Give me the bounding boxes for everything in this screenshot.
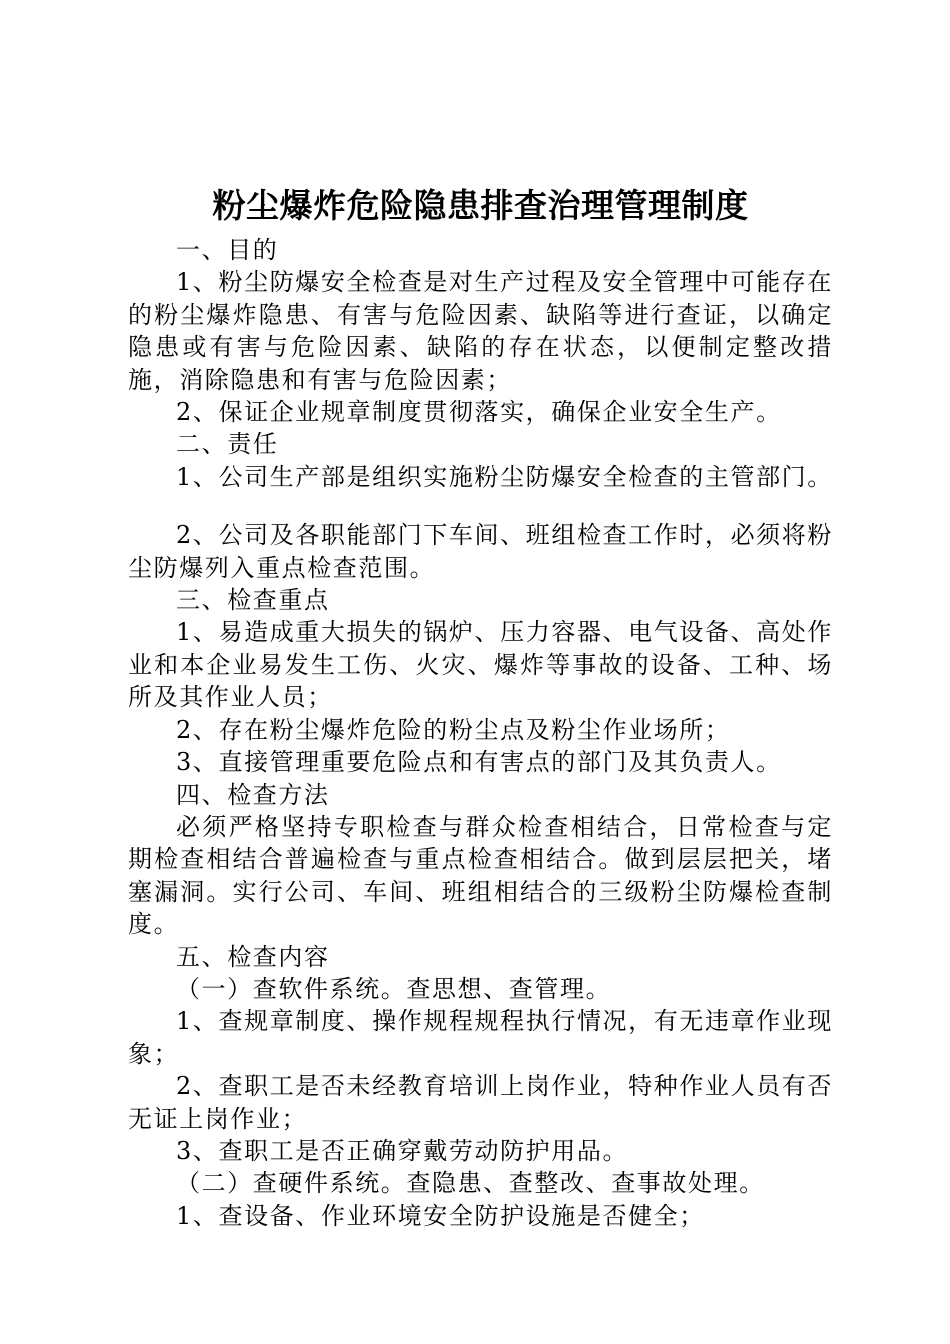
paragraph-content-hardware: （二）查硬件系统。查隐患、查整改、查事故处理。 xyxy=(176,1169,765,1198)
paragraph-content-software: （一）查软件系统。查思想、查管理。 xyxy=(176,974,612,1003)
paragraph-focus-3: 3、直接管理重要危险点和有害点的部门及其负责人。 xyxy=(176,748,782,777)
paragraph-responsibility-1: 1、公司生产部是组织实施粉尘防爆安全检查的主管部门。 xyxy=(176,462,833,491)
section-heading-responsibility: 二、责任 xyxy=(176,430,279,459)
paragraph-content-hw-1: 1、查设备、作业环境安全防护设施是否健全； xyxy=(176,1201,705,1230)
paragraph-method: 必须严格坚持专职检查与群众检查相结合，日常检查与定期检查相结合普遍检查与重点检查相结合。做到层层把关，堵塞漏洞。实行公司、车间、班组相结合的三级粉尘防爆检查制度。 xyxy=(128,812,833,939)
paragraph-content-2: 2、查职工是否未经教育培训上岗作业，特种作业人员有否无证上岗作业； xyxy=(128,1072,833,1133)
blank-line xyxy=(128,493,833,519)
paragraph-purpose-1: 1、粉尘防爆安全检查是对生产过程及安全管理中可能存在的粉尘爆炸隐患、有害与危险因素、缺陷等进行查证，以确定隐患或有害与危险因素、缺陷的存在状态，以便制定整改措施，消除隐患和有害与危险因素； xyxy=(128,268,833,394)
paragraph-responsibility-2: 2、公司及各职能部门下车间、班组检查工作时，必须将粉尘防爆列入重点检查范围。 xyxy=(128,521,833,582)
paragraph-content-1: 1、查规章制度、操作规程规程执行情况，有无违章作业现象； xyxy=(128,1007,833,1068)
paragraph-focus-1: 1、易造成重大损失的锅炉、压力容器、电气设备、高处作业和本企业易发生工伤、火灾、爆炸等事故的设备、工种、场所及其作业人员； xyxy=(128,618,833,712)
section-heading-inspection-method: 四、检查方法 xyxy=(176,780,330,809)
paragraph-content-3: 3、查职工是否正确穿戴劳动防护用品。 xyxy=(176,1136,629,1165)
section-heading-inspection-content: 五、检查内容 xyxy=(176,942,330,971)
section-heading-inspection-focus: 三、检查重点 xyxy=(176,586,330,615)
paragraph-focus-2: 2、存在粉尘爆炸危险的粉尘点及粉尘作业场所； xyxy=(176,715,731,744)
section-heading-purpose: 一、目的 xyxy=(176,236,279,264)
paragraph-purpose-2: 2、保证企业规章制度贯彻落实，确保企业安全生产。 xyxy=(176,398,782,427)
document-page xyxy=(128,180,833,1232)
document-title: 粉尘爆炸危险隐患排查治理管理制度 xyxy=(212,186,749,225)
